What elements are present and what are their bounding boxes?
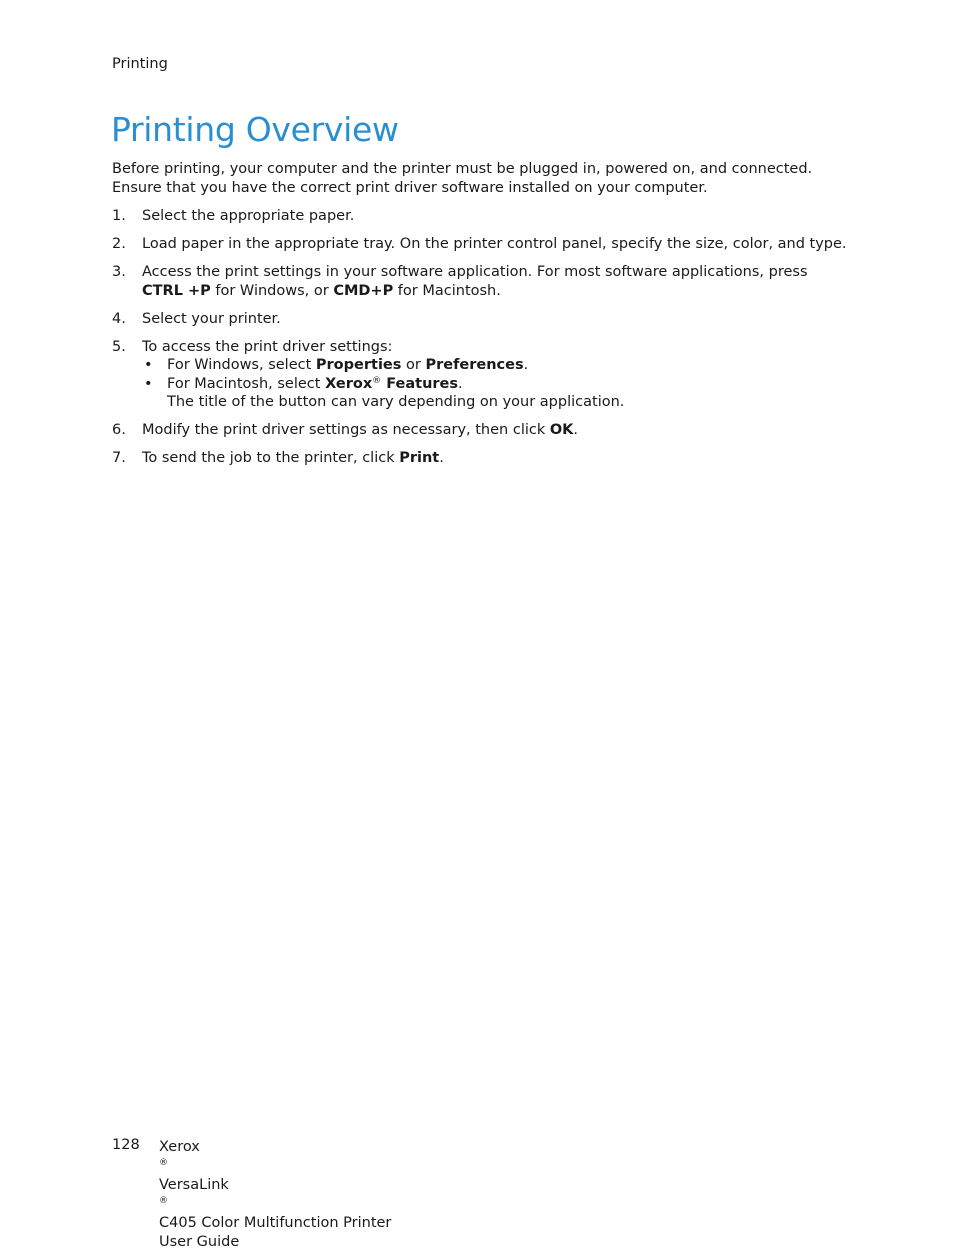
step-3 [112, 263, 852, 300]
step-7 [112, 449, 852, 468]
text-segment: Modify the print driver settings as necessary, then click [142, 422, 550, 438]
step-5 [112, 338, 852, 412]
step-number: 4. [112, 310, 126, 327]
cmd-p-shortcut: CMD+P [333, 282, 394, 299]
step-text [142, 422, 578, 438]
steps-list [112, 207, 852, 468]
bullet-icon: • [144, 375, 153, 392]
registered-mark: ® [159, 1196, 168, 1206]
button-title-note: The title of the button can vary depending on your application. [167, 394, 625, 410]
text-segment: for Windows, or [210, 282, 334, 299]
intro-line-1: Before printing, your computer and the printer must be plugged in, powered on, and connected. [112, 161, 813, 177]
registered-mark: ® [159, 1158, 168, 1168]
properties-label: Properties [315, 357, 402, 373]
brand-name: Xerox [159, 1139, 200, 1155]
preferences-label: Preferences [425, 357, 524, 373]
step-number: 5. [112, 338, 126, 355]
text-segment: . [458, 375, 463, 392]
footer-doc-type: User Guide [159, 1234, 240, 1250]
page-number: 128 [112, 1137, 140, 1153]
sub-list [142, 356, 852, 412]
bullet-icon: • [144, 357, 153, 373]
text-segment: For Macintosh, select [167, 375, 326, 392]
step-text: To access the print driver settings: [142, 338, 393, 355]
footer-product-line [159, 1138, 391, 1233]
running-header: Printing [112, 56, 168, 72]
step-number: 2. [112, 236, 126, 252]
text-segment: To send the job to the printer, click [142, 450, 400, 466]
page-content [112, 160, 852, 477]
step-2 [112, 235, 852, 254]
page-title: Printing Overview [111, 110, 399, 149]
step-text [142, 264, 808, 299]
text-segment: for Macintosh. [393, 282, 501, 299]
registered-mark: ® [372, 375, 382, 386]
ctrl-p-shortcut: CTRL +P [142, 282, 211, 299]
text-segment: For Windows, select [167, 357, 316, 373]
step-text [142, 450, 444, 466]
step-text: Select the appropriate paper. [142, 208, 355, 224]
step-number: 7. [112, 450, 126, 466]
intro-line-2: Ensure that you have the correct print driver software installed on your computer. [112, 179, 708, 196]
bullet-windows [142, 356, 852, 375]
text-segment: or [401, 357, 426, 373]
step-text: Load paper in the appropriate tray. On the printer control panel, specify the size, color, and type. [142, 236, 847, 252]
step-number: 6. [112, 422, 126, 438]
product-model: C405 Color Multifunction Printer [159, 1215, 392, 1231]
text-segment: . [523, 357, 529, 373]
text-segment: . [439, 450, 444, 466]
features-label: Features [381, 375, 459, 392]
ok-label: OK [549, 422, 574, 438]
step-number: 3. [112, 264, 126, 280]
step-6 [112, 421, 852, 440]
bullet-macintosh [142, 375, 852, 412]
step-4 [112, 310, 852, 329]
print-label: Print [399, 450, 440, 466]
step-number: 1. [112, 208, 126, 224]
text-segment: . [573, 422, 579, 438]
text-segment: Access the print settings in your software application. For most software applications, press [142, 264, 808, 280]
product-line-name: VersaLink [159, 1177, 229, 1193]
intro-paragraph [112, 160, 852, 197]
step-text: Select your printer. [142, 310, 281, 327]
step-1 [112, 207, 852, 226]
xerox-label: Xerox [325, 375, 373, 392]
